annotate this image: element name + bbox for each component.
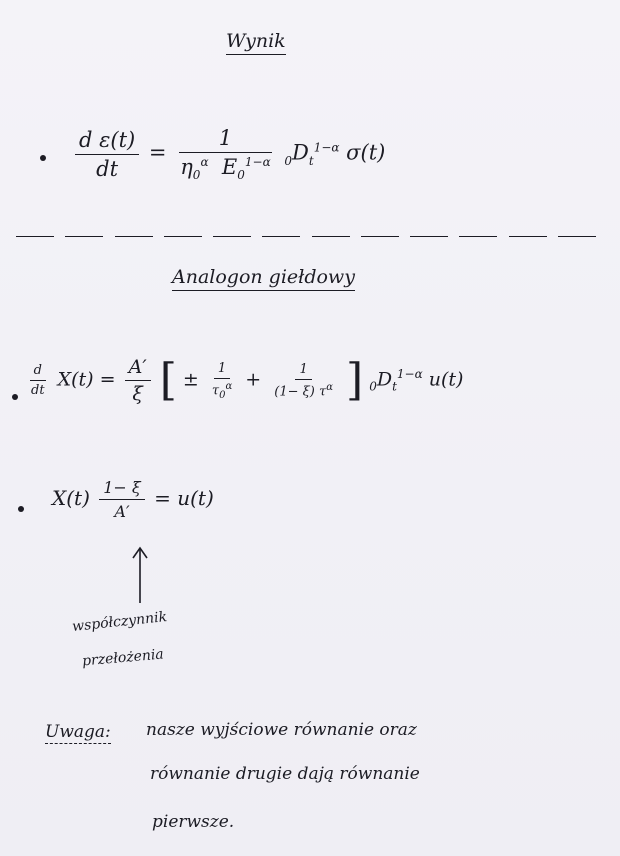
eq2-a-fraction (125, 356, 151, 405)
eq2-f2-den-text: (1− ξ) τ (274, 384, 327, 400)
note-line-3: pierwsze. (152, 812, 235, 832)
eq2-a-num: A′ (125, 356, 151, 381)
heading-result: Wynik (226, 30, 286, 55)
eq2-op-sub: t (392, 379, 397, 394)
eq2-f1-num: 1 (214, 361, 230, 379)
heading-stock-analog: Analogon giełdowy (172, 266, 355, 291)
eq1-E-sub: 0 (237, 168, 245, 183)
eq2-f2-num: 1 (295, 362, 311, 380)
note-line-2: równanie drugie dają równanie (150, 764, 420, 784)
eq1-coef-num: 1 (179, 126, 272, 153)
eq2-deriv-fraction (27, 363, 49, 398)
up-arrow-icon (128, 545, 152, 605)
eq3-den: A′ (114, 502, 130, 521)
eq1-E: E (221, 155, 238, 179)
eq2-f1-fraction (208, 361, 236, 401)
eq1-coef-den (176, 153, 274, 182)
eq2-f1-sup: α (225, 380, 233, 392)
eq2-f2-sup: α (326, 381, 333, 393)
bullet-2 (12, 394, 18, 400)
annotation-line-1: współczynnik (71, 609, 168, 635)
eq2-op-D: D (376, 368, 393, 391)
equation-2 (24, 356, 463, 405)
note-label: Uwaga: (45, 722, 111, 742)
eq1-E-sup: 1−α (244, 155, 271, 169)
eq1-lhs-den: dt (96, 156, 119, 181)
eq3-fraction (99, 478, 144, 521)
equation-3 (52, 478, 214, 521)
bullet-3 (18, 506, 24, 512)
eq1-op-D: D (292, 140, 309, 165)
eq2-a-den: ξ (132, 383, 143, 405)
note-line-1: nasze wyjściowe równanie oraz (146, 720, 417, 740)
eq1-lhs-fraction (75, 128, 139, 181)
eq1-op-sup: 1−α (313, 140, 340, 155)
eq3-x: X(t) (52, 486, 90, 510)
eq2-f1-sub: 0 (219, 389, 226, 401)
eq1-op-sub: t (308, 153, 314, 168)
eq2-f1-den (208, 379, 236, 401)
eq1-eta-sub: 0 (192, 168, 201, 183)
eq3-equals: = (154, 486, 171, 510)
eq2-rhs: u(t) (428, 368, 464, 391)
eq1-equals: = (148, 140, 167, 165)
eq2-f2-den (270, 380, 337, 399)
eq2-bracket-open: [ (159, 354, 177, 406)
equation-1 (72, 126, 385, 182)
eq2-equals: = (99, 368, 116, 391)
eq1-eta-sup: α (200, 155, 209, 169)
eq2-f1-tau: τ (211, 382, 220, 398)
bullet-1 (40, 155, 46, 161)
eq3-rhs: u(t) (177, 486, 214, 510)
eq2-op-pre: 0 (369, 379, 377, 394)
eq2-pm: ± (182, 368, 199, 391)
eq2-op-sup: 1−α (396, 367, 423, 382)
eq1-op-pre: 0 (284, 153, 293, 168)
eq1-coef-fraction (176, 126, 274, 182)
eq2-plus: + (245, 368, 262, 391)
eq1-eta: η (180, 155, 193, 179)
dashed-divider (16, 232, 596, 240)
eq2-d-num: d (30, 363, 46, 381)
eq2-bracket-close: ] (346, 354, 364, 406)
eq2-f2-fraction (270, 362, 337, 399)
eq1-lhs-num: d ε(t) (75, 128, 139, 155)
eq2-d-den: dt (31, 383, 45, 398)
eq2-x: X(t) (57, 368, 94, 391)
eq3-num: 1− ξ (99, 478, 144, 500)
eq1-rhs: σ(t) (346, 140, 386, 165)
annotation-line-2: przełożenia (81, 646, 165, 670)
